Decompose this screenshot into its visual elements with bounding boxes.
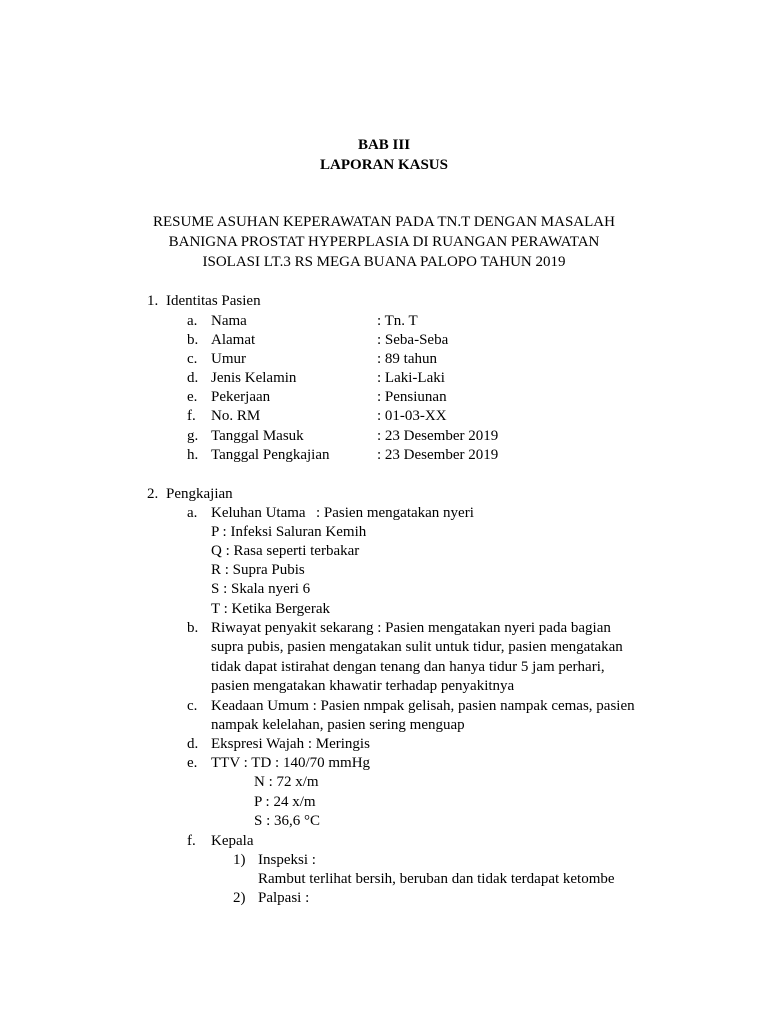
sub-number: 1) [233, 852, 246, 868]
item-value: : 23 Desember 2019 [377, 447, 499, 463]
pqrst-line: T : Ketika Bergerak [211, 601, 330, 617]
item-letter: b. [187, 332, 199, 348]
item-label: Jenis Kelamin [211, 370, 297, 386]
item-label: Keluhan Utama [211, 505, 306, 521]
sub-label: Palpasi : [258, 890, 310, 906]
item-value: : Pasien mengatakan nyeri [316, 505, 474, 521]
sub-number: 2) [233, 890, 246, 906]
pqrst-line: S : Skala nyeri 6 [211, 581, 311, 597]
item-label: Tanggal Masuk [211, 428, 304, 444]
item-letter: d. [187, 736, 199, 752]
vitals-line: P : 24 x/m [254, 794, 316, 810]
item-letter: f. [187, 408, 196, 424]
item-letter: b. [187, 620, 199, 636]
paragraph-line: supra pubis, pasien mengatakan sulit untuk tidur, pasien mengatakan [211, 639, 623, 655]
item-label: Tanggal Pengkajian [211, 447, 330, 463]
item-value: : 89 tahun [377, 351, 437, 367]
item-value: : 01-03-XX [377, 408, 447, 424]
item-value: : Laki-Laki [377, 370, 445, 386]
item-value: : Tn. T [377, 313, 418, 329]
item-value: : Seba-Seba [377, 332, 449, 348]
sub-label: Inspeksi : [258, 852, 316, 868]
vitals-line: N : 72 x/m [254, 774, 319, 790]
chapter-title: LAPORAN KASUS [320, 157, 448, 173]
paragraph-line: Riwayat penyakit sekarang : Pasien mengatakan nyeri pada bagian [211, 620, 611, 636]
paragraph-line: Ekspresi Wajah : Meringis [211, 736, 370, 752]
vitals-line: S : 36,6 °C [254, 813, 321, 829]
report-title-line-1: RESUME ASUHAN KEPERAWATAN PADA TN.T DENGAN MASALAH [153, 214, 615, 230]
item-letter: a. [187, 505, 198, 521]
item-label: No. RM [211, 408, 261, 424]
item-letter: c. [187, 351, 198, 367]
item-label: Pekerjaan [211, 389, 271, 405]
item-label: Alamat [211, 332, 256, 348]
paragraph-line: Keadaan Umum : Pasien nmpak gelisah, pasien nampak cemas, pasien [211, 698, 635, 714]
report-title-line-3: ISOLASI LT.3 RS MEGA BUANA PALOPO TAHUN 2019 [202, 254, 566, 270]
pqrst-line: P : Infeksi Saluran Kemih [211, 524, 367, 540]
item-letter: a. [187, 313, 198, 329]
vitals-line: TTV : TD : 140/70 mmHg [211, 755, 371, 771]
chapter-heading: BAB III [357, 137, 411, 153]
item-value: : 23 Desember 2019 [377, 428, 499, 444]
section-title: Pengkajian [166, 486, 233, 502]
item-letter: e. [187, 755, 198, 771]
item-letter: h. [187, 447, 199, 463]
section-number: 2. [147, 486, 159, 502]
paragraph-line: Kepala [211, 833, 254, 849]
paragraph-line: tidak dapat istirahat dengan tenang dan hanya tidur 5 jam perhari, [211, 659, 605, 675]
item-value: : Pensiunan [377, 389, 447, 405]
section-number: 1. [147, 293, 159, 309]
item-letter: g. [187, 428, 199, 444]
item-letter: c. [187, 698, 198, 714]
paragraph-line: pasien mengatakan khawatir terhadap penyakitnya [211, 678, 515, 694]
item-label: Nama [211, 313, 247, 329]
sub-detail: Rambut terlihat bersih, beruban dan tidak terdapat ketombe [258, 871, 615, 887]
item-letter: f. [187, 833, 196, 849]
report-title-line-2: BANIGNA PROSTAT HYPERPLASIA DI RUANGAN PERAWATAN [168, 234, 600, 250]
item-letter: d. [187, 370, 199, 386]
section-title: Identitas Pasien [166, 293, 261, 309]
item-label: Umur [211, 351, 246, 367]
pqrst-line: Q : Rasa seperti terbakar [211, 543, 360, 559]
pqrst-line: R : Supra Pubis [211, 562, 305, 578]
paragraph-line: nampak kelelahan, pasien sering menguap [211, 717, 465, 733]
item-letter: e. [187, 389, 198, 405]
